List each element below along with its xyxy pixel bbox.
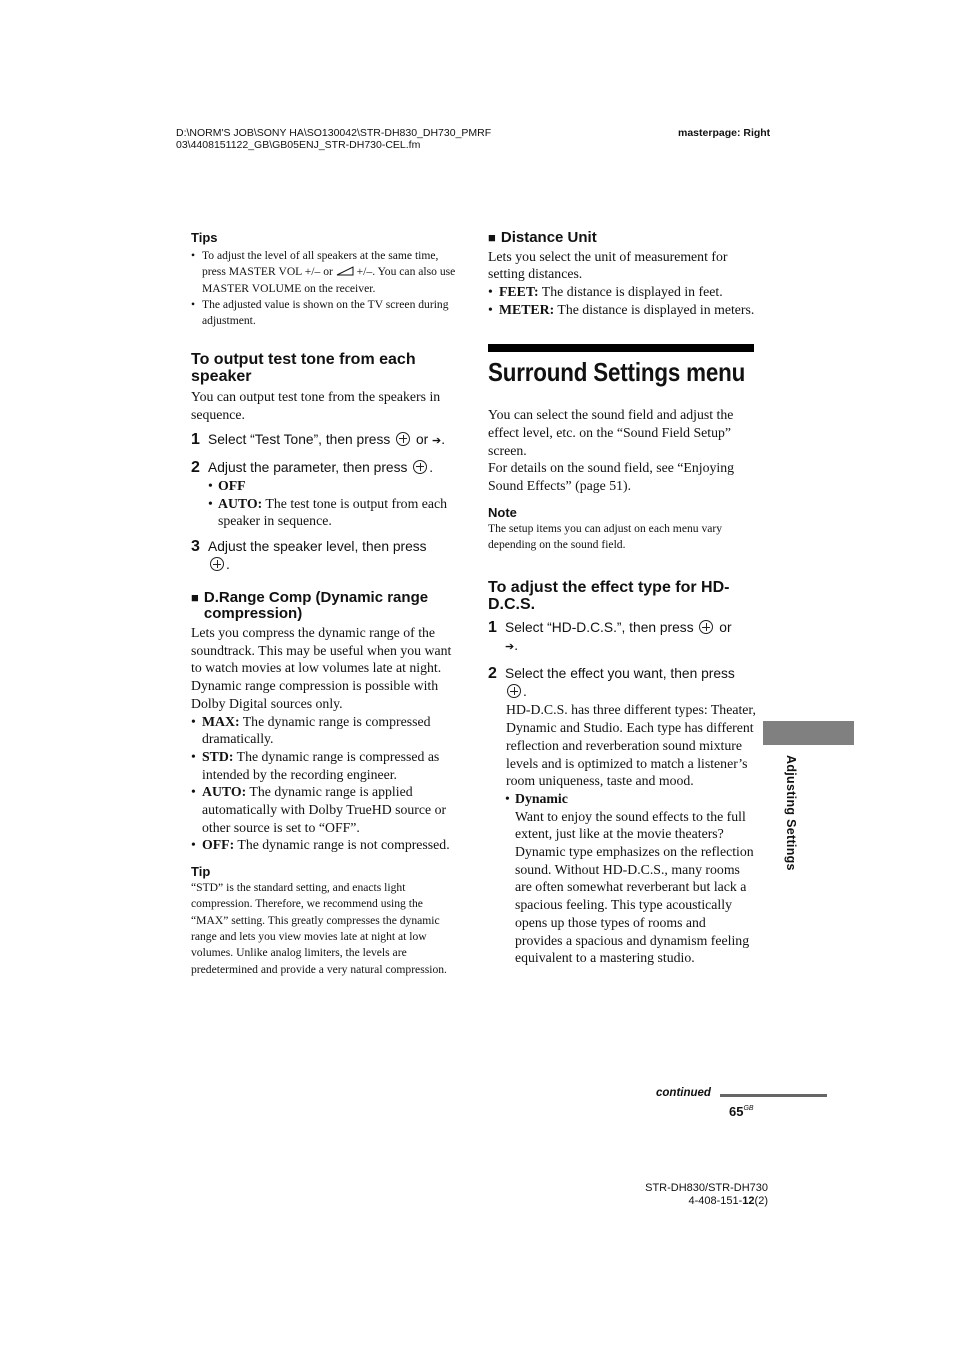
right-arrow-icon: ➔ bbox=[505, 641, 515, 654]
continued-rule bbox=[720, 1094, 827, 1097]
model-code: 4-408-151-12(2) bbox=[688, 1194, 768, 1207]
tip-item: • To adjust the level of all speakers at the same time, press MASTER VOL +/– or +/–. You can also use MASTER VOLUME on the receiver. bbox=[191, 248, 459, 297]
tip-item: • The adjusted value is shown on the TV screen during adjustment. bbox=[191, 297, 459, 330]
page-number: $65^{GB}$ bbox=[729, 1104, 754, 1119]
distance-option: • FEET: The distance is displayed in feet. bbox=[488, 283, 756, 301]
tip-label: Tip bbox=[191, 864, 211, 880]
section-rule bbox=[488, 344, 754, 352]
file-path-line1: D:\NORM'S JOB\SONY HA\SO130042\STR-DH830_DH730_PMRF bbox=[176, 127, 492, 139]
tips-label: Tips bbox=[191, 230, 218, 245]
section-title: Surround Settings menu bbox=[488, 357, 746, 388]
file-path-line2: 03\4408151122_GB\GB05ENJ_STR-DH730-CEL.fm bbox=[176, 139, 421, 151]
step-1: 1 Select “Test Tone”, then press or ➔. bbox=[191, 430, 446, 448]
model-info bbox=[643, 1182, 768, 1207]
tip-text: “STD” is the standard setting, and enacts light compression. Therefore, we recommend using the “MAX” setting. This greatly compresses the dynamic range and lets you view movies late at night at low volumes. Unlike analog limiters, the levels are predetermined and provide a very natural compression. bbox=[191, 881, 447, 976]
test-tone-heading: To output test tone from each speaker bbox=[191, 351, 416, 386]
model-name: STR-DH830/STR-DH730 bbox=[645, 1182, 768, 1194]
black-square-icon: ■ bbox=[191, 590, 199, 605]
enter-icon bbox=[396, 432, 410, 446]
drange-intro: Lets you compress the dynamic range of the soundtrack. This may be useful when you want to watch movies at low volumes late at night. Dynamic range compression is possible with Dolby Digital sources only. bbox=[191, 625, 452, 711]
option-off: • OFF bbox=[208, 477, 459, 495]
section-intro: You can select the sound field and adjust the effect level, etc. on the “Sound Field Setup” screen. bbox=[488, 407, 734, 458]
drange-option: • OFF: The dynamic range is not compressed. bbox=[191, 836, 459, 854]
section-intro-2: For details on the sound field, see “Enjoying Sound Effects” (page 51). bbox=[488, 460, 734, 494]
step-3: 3 Adjust the speaker level, then press . bbox=[191, 538, 427, 572]
enter-icon bbox=[413, 460, 427, 474]
enter-icon bbox=[210, 557, 224, 571]
step-2: 2 Adjust the parameter, then press . bbox=[191, 458, 434, 476]
distance-intro: Lets you select the unit of measurement for setting distances. bbox=[488, 248, 728, 282]
hd-step-2-text: HD-D.C.S. has three different types: Theater, Dynamic and Studio. Each type has different reflection and reverberation sound mixture levels and is optimized to match a listener’s room uniqueness, taste and mood. bbox=[506, 702, 756, 789]
right-arrow-icon: ➔ bbox=[432, 434, 442, 447]
drange-option: • MAX: The dynamic range is compressed dramatically. bbox=[191, 713, 459, 748]
test-tone-intro: You can output test tone from the speakers in sequence. bbox=[191, 389, 441, 423]
note-text: The setup items you can adjust on each menu vary depending on the sound field. bbox=[488, 521, 723, 552]
drange-heading: ■ D.Range Comp (Dynamic range compression) bbox=[191, 589, 429, 622]
masterpage-label: masterpage: Right bbox=[678, 127, 771, 139]
drange-option: • AUTO: The dynamic range is applied automatically with Dolby TrueHD source or other source is set to “OFF”. bbox=[191, 783, 459, 836]
black-square-icon: ■ bbox=[488, 230, 496, 245]
dynamic-label: • Dynamic bbox=[505, 790, 756, 808]
note-label: Note bbox=[488, 504, 517, 520]
step-2-options bbox=[191, 477, 459, 530]
enter-icon bbox=[699, 620, 713, 634]
drange-options bbox=[191, 713, 459, 855]
dynamic-text: Want to enjoy the sound effects to the full extent, just like at the movie theaters? Dynamic type emphasizes on the reflection sound. Without HD-D.C.S., many rooms are often somewhat reverberant but lack a spacious feeling. This type acoustically opens up those types of rooms and provides a spacious and dynamism feeling equivalent to a mastering studio. bbox=[515, 808, 754, 966]
effect-heading: To adjust the effect type for HD-D.C.S. bbox=[488, 579, 730, 614]
continued-label: continued bbox=[656, 1087, 711, 1099]
distance-options bbox=[488, 283, 756, 318]
hd-step-1: 1 Select “HD-D.C.S.”, then press or ➔. bbox=[488, 619, 732, 654]
option-auto: • AUTO: The test tone is output from each speaker in sequence. bbox=[208, 495, 459, 530]
enter-icon bbox=[507, 684, 521, 698]
hd-step-2: 2 Select the effect you want, then press . bbox=[488, 665, 735, 700]
right-column bbox=[488, 230, 756, 967]
file-path-header bbox=[176, 127, 491, 151]
distance-option: • METER: The distance is displayed in meters. bbox=[488, 301, 756, 319]
drange-option: • STD: The dynamic range is compressed as intended by the recording engineer. bbox=[191, 748, 459, 783]
side-tab-label: Adjusting Settings bbox=[784, 755, 798, 871]
volume-wedge-icon bbox=[336, 266, 354, 276]
distance-unit-heading: ■ Distance Unit bbox=[488, 229, 597, 246]
dynamic-block bbox=[488, 790, 756, 967]
side-tab-marker bbox=[763, 721, 854, 745]
left-column bbox=[191, 230, 459, 978]
tips-list bbox=[191, 248, 459, 329]
